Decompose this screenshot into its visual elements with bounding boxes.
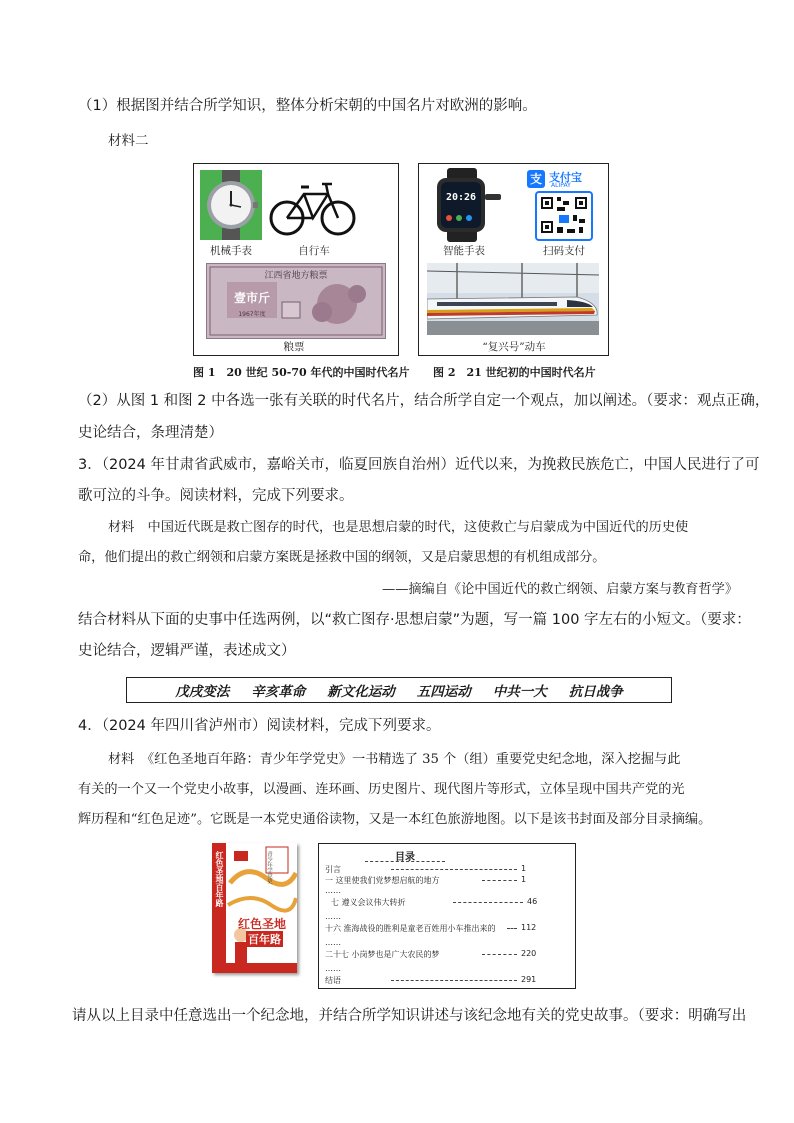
toc-leader bbox=[391, 980, 517, 981]
event-item: 辛亥革命 bbox=[251, 684, 306, 700]
q3-material-line2: 命，他们提出的救亡纲领和启蒙方案既是拯救中国的纲领，又是启蒙思想的有机组成部分。 bbox=[78, 550, 606, 565]
caption-scan-pay: 扫码支付 bbox=[543, 245, 585, 257]
event-item: 新文化运动 bbox=[327, 684, 395, 700]
figure-1-title: 图 1 20 世纪 50-70 年代的中国时代名片 bbox=[193, 366, 410, 379]
toc-row bbox=[325, 864, 569, 875]
book-spine-title: 红色圣地百年路 bbox=[215, 851, 224, 907]
smartwatch-time: 20:26 bbox=[445, 192, 477, 203]
question-1-1: （1）根据图并结合所学知识，整体分析宋朝的中国名片对欧洲的影响。 bbox=[78, 98, 537, 114]
ticket-value: 壹市斤 bbox=[233, 291, 270, 305]
qr-code-icon bbox=[535, 191, 593, 241]
fuxing-train-image bbox=[427, 263, 599, 335]
alipay-en: ALIPAY bbox=[551, 182, 571, 189]
toc-label: …… bbox=[325, 938, 341, 947]
material-2-label: 材料二 bbox=[108, 133, 149, 149]
toc-page: 1 bbox=[521, 864, 527, 873]
toc-label: …… bbox=[325, 886, 341, 895]
toc-heading: 目录 bbox=[395, 852, 415, 863]
q4-material-line1: 材料 《红色圣地百年路：青少年学党史》一书精选了 35 个（组）重要党史纪念地，深入挖掘与此 bbox=[108, 752, 681, 767]
toc-label: …… bbox=[325, 964, 341, 973]
alipay-name: 支付宝 bbox=[549, 171, 582, 184]
toc-row bbox=[325, 923, 569, 934]
toc-page: 220 bbox=[521, 949, 537, 958]
figure-2 bbox=[418, 163, 609, 356]
caption-ticket: 粮票 bbox=[283, 341, 305, 353]
toc-page: 291 bbox=[521, 975, 537, 984]
toc-page: 112 bbox=[521, 923, 537, 932]
question-3-line2: 歌可泣的斗争。阅读材料，完成下列要求。 bbox=[78, 488, 354, 504]
event-item: 戊戌变法 bbox=[175, 684, 230, 700]
book-title-line1: 红色圣地 bbox=[238, 917, 287, 931]
ration-ticket-image bbox=[206, 263, 386, 339]
q3-task-line1: 结合材料从下面的史事中任选两例，以“救亡图存·思想启蒙”为题，写一篇 100 字左右的小短文。（要求： bbox=[78, 612, 751, 628]
ticket-header: 江西省地方粮票 bbox=[264, 271, 328, 281]
book-title-line2: 百年路 bbox=[248, 933, 281, 946]
toc-leader bbox=[482, 880, 517, 881]
q3-task-line2: 史论结合，逻辑严谨，表述成文） bbox=[78, 643, 296, 659]
question-1-2-line2: 史论结合，条理清楚） bbox=[78, 425, 223, 441]
toc-label: 七 遵义会议伟大转折 bbox=[331, 898, 406, 907]
toc-label: 引言 bbox=[325, 865, 341, 874]
toc-row bbox=[325, 875, 569, 886]
book-series: 青少年学党史 bbox=[266, 851, 272, 884]
q3-source: ——摘编自《论中国近代的救亡纲领、启蒙方案与教育哲学》 bbox=[382, 582, 739, 597]
alipay-qr-image bbox=[525, 168, 603, 242]
q3-material-line1: 材料 中国近代既是救亡图存的时代，也是思想启蒙的时代，这使救亡与启蒙成为中国近代的历史使 bbox=[108, 520, 689, 535]
q4-material-line2: 有关的一个又一个党史小故事，以漫画、连环画、历史图片、现代图片等形式，立体呈现中国共产党的光 bbox=[78, 782, 685, 797]
bicycle-image bbox=[268, 174, 358, 240]
toc-page: 1 bbox=[521, 875, 527, 884]
event-item: 抗日战争 bbox=[568, 684, 623, 700]
question-4-task-line1: 请从以上目录中任意选出一个纪念地，并结合所学知识讲述与该纪念地有关的党史故事。（要求：明确写出 bbox=[72, 1008, 747, 1024]
toc-row bbox=[325, 938, 569, 947]
toc-row bbox=[325, 964, 569, 973]
figure-2-title: 图 2 21 世纪初的中国时代名片 bbox=[433, 366, 596, 379]
smartwatch-image bbox=[427, 168, 507, 242]
toc-label: 十六 淮海战役的胜利是童老百姓用小车推出来的 bbox=[325, 924, 496, 933]
toc-label: 一 这里使我们党梦想启航的地方 bbox=[325, 876, 440, 885]
toc-row bbox=[325, 949, 569, 960]
alipay-logo-icon: 支 bbox=[527, 170, 545, 188]
figure-1 bbox=[193, 163, 399, 356]
caption-smartwatch: 智能手表 bbox=[443, 245, 485, 257]
events-box bbox=[126, 677, 672, 703]
question-1-2-line1: （2）从图 1 和图 2 中各选一张有关联的时代名片，结合所学自定一个观点，加以阐述。（要求：观点正确， bbox=[78, 393, 770, 409]
toc-leader bbox=[453, 902, 523, 903]
toc-row bbox=[325, 975, 569, 986]
toc-row bbox=[331, 897, 575, 908]
event-item: 五四运动 bbox=[416, 684, 471, 700]
caption-bicycle: 自行车 bbox=[298, 245, 330, 257]
toc-label: 结语 bbox=[325, 976, 341, 985]
book-cover-image bbox=[212, 843, 297, 973]
toc-row bbox=[325, 912, 569, 921]
toc-label: 二十七 小岗梦也是广大农民的梦 bbox=[325, 950, 440, 959]
question-3-line1: 3．（2024 年甘肃省武威市，嘉峪关市，临夏回族自治州）近代以来，为挽救民族危亡，中国人民进行了可 bbox=[78, 457, 760, 473]
mechanical-watch-image bbox=[200, 170, 262, 240]
question-4-line1: 4．（2024 年四川省泸州市）阅读材料，完成下列要求。 bbox=[78, 718, 441, 734]
toc-leader bbox=[482, 954, 517, 955]
toc-row bbox=[325, 886, 569, 895]
toc-leader bbox=[507, 928, 517, 929]
toc-page: 46 bbox=[527, 897, 538, 906]
caption-watch: 机械手表 bbox=[210, 245, 252, 257]
q4-material-line3: 辉历程和“红色足迹”。它既是一本党史通俗读物，又是一本红色旅游地图。以下是该书封面及部分目录摘编。 bbox=[78, 812, 712, 827]
event-item: 中共一大 bbox=[492, 684, 547, 700]
table-of-contents bbox=[318, 843, 576, 989]
caption-train: “复兴号”动车 bbox=[482, 341, 546, 353]
toc-label: …… bbox=[325, 912, 341, 921]
toc-leader bbox=[391, 869, 517, 870]
ticket-year: 1967年度 bbox=[238, 311, 266, 318]
